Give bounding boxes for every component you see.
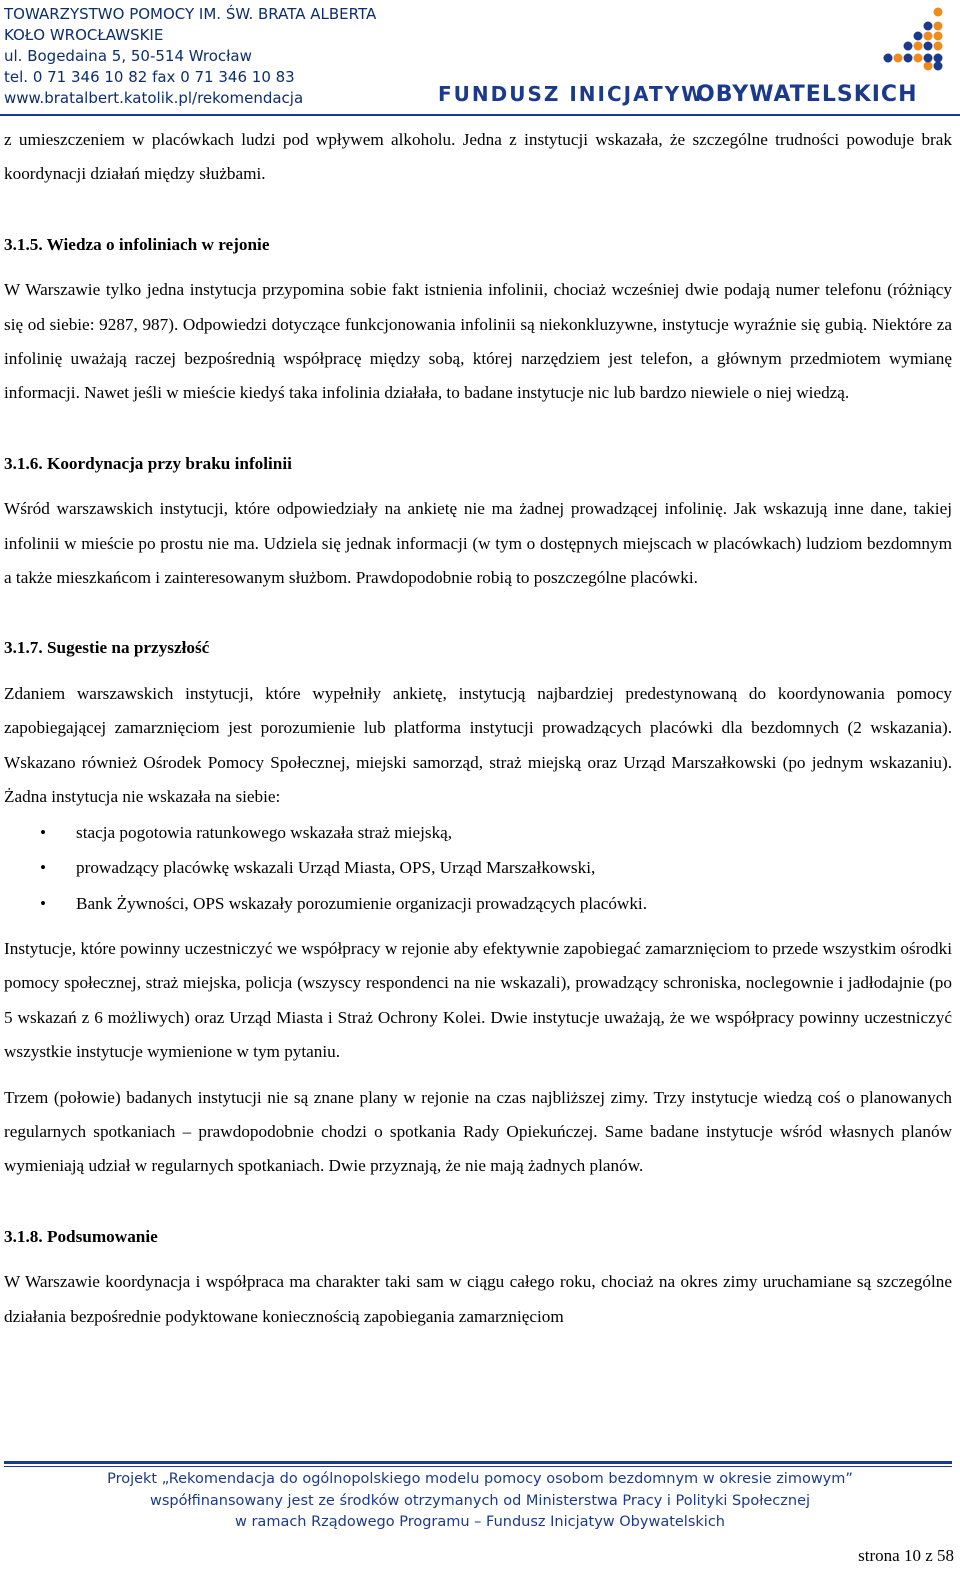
page-number: strona 10 z 58 (858, 1546, 954, 1565)
intro-paragraph: z umieszczeniem w placówkach ludzi pod wpływem alkoholu. Jedna z instytucji wskazała, że szczególne trudności powoduje brak koordynacji działań między służbami. (4, 130, 952, 184)
org-address: ul. Bogedaina 5, 50-514 Wrocław (4, 47, 252, 65)
list-item: • prowadzący placówkę wskazali Urząd Miasta, OPS, Urząd Marszałkowski, (4, 850, 952, 886)
header-divider (0, 114, 960, 116)
footer-divider-thin (4, 1466, 952, 1467)
section-heading-318: 3.1.8. Podsumowanie (4, 1226, 158, 1246)
fio-logo-text (438, 80, 948, 106)
page-footer (0, 1469, 960, 1534)
logo-text-part2: OBYWATELSKICH (696, 82, 918, 106)
list-item: • stacja pogotowia ratunkowego wskazała straż miejską, (4, 815, 952, 851)
section-316-paragraph: Wśród warszawskich instytucji, które odpowiedziały na ankietę nie ma żadnej prowadzącej infolinię. Jak wskazują inne dane, takiej infolinii w mieście po prostu nie ma. Udziela się jednak informacji (w tym o dostępnych miejscach w placówkach) ludziom bezdomnym a także mieszkańcom i zainteresowanym służbom. Prawdopodobnie robią to poszczególne placówki. (4, 499, 952, 588)
bullet-icon: • (40, 858, 47, 877)
bullet-icon: • (40, 822, 47, 842)
section-heading-315: 3.1.5. Wiedza o infoliniach w rejonie (4, 234, 270, 254)
section-317-bullet-list (4, 815, 952, 922)
footer-divider (4, 1461, 952, 1464)
section-318-paragraph: W Warszawie koordynacja i współpraca ma charakter taki sam w ciągu całego roku, chociaż na okres zimy uruchamiane są szczególne działania bezpośrednie podyktowane koniecznością zapobiegania zamarznięciom (4, 1272, 952, 1326)
section-317-paragraph-1: Zdaniem warszawskich instytucji, które wypełniły ankietę, instytucją najbardziej predestynowaną do koordynowania pomocy zapobiegającej zamarznięciom jest porozumienie lub platforma instytucji prowadzących placówki dla bezdomnych (2 wskazania). Wskazano również Ośrodek Pomocy Społecznej, miejski samorząd, straż miejską oraz Urząd Marszałkowski (po jednym wskazaniu). Żadna instytucja nie wskazała na siebie: (4, 683, 952, 807)
bullet-icon: • (40, 893, 47, 913)
fio-logo-dots-icon (880, 2, 950, 74)
logo-text-part1: FUNDUSZ INICJATYW (438, 82, 706, 106)
org-name: TOWARZYSTWO POMOCY IM. ŚW. BRATA ALBERTA (4, 5, 377, 23)
section-heading-316: 3.1.6. Koordynacja przy braku infolinii (4, 453, 292, 473)
organization-info (4, 4, 376, 109)
footer-program-line: w ramach Rządowego Programu – Fundusz Inicjatyw Obywatelskich (235, 1514, 725, 1530)
section-315-paragraph: W Warszawie tylko jedna instytucja przypomina sobie fakt istnienia infolinii, chociaż wcześniej dwie podają numer telefonu (różniący się od siebie: 9287, 987). Odpowiedzi dotyczące funkcjonowania infolinii są niekonkluzywne, instytucje wyraźnie się gubią. Niektóre za infolinię uważają raczej bezpośrednią współpracę między sobą, której narzędziem jest telefon, a głównym przedmiotem wymianę informacji. Nawet jeśli w mieście kiedyś taka infolinia działała, to badane instytucje nic lub bardzo niewiele o niej wiedzą. (4, 280, 952, 403)
org-website: www.bratalbert.katolik.pl/rekomendacja (4, 89, 304, 107)
footer-funding-line: współfinansowany jest ze środków otrzymanych od Ministerstwa Pracy i Polityki Społecznej (149, 1492, 811, 1509)
section-317-paragraph-2: Instytucje, które powinny uczestniczyć we współpracy w rejonie aby efektywnie zapobiegać zamarznięciom to przede wszystkim ośrodki pomocy społecznej, straż miejska, policja (wszyscy respondenci na nie wskazali), prowadzący schroniska, noclegownie i jadłodajnie (po 5 wskazań z 6 możliwych) oraz Urząd Miasta i Straż Ochrony Kolei. Dwie instytucje uważają, że we współpracy powinny uczestniczyć wszystkie instytucje wymienione w tym pytaniu. (4, 939, 952, 1062)
section-317-paragraph-3: Trzem (połowie) badanych instytucji nie są znane plany w rejonie na czas najbliższej zimy. Trzy instytucje wiedzą coś o planowanych regularnych spotkaniach – prawdopodobnie chodzi o spotkania Rady Opiekuńczej. Same badane instytucje wśród własnych planów wymieniają udział w regularnych spotkaniach. Dwie przyznają, że nie mają żadnych planów. (4, 1087, 952, 1176)
list-item: • Bank Żywności, OPS wskazały porozumienie organizacji prowadzących placówki. (4, 886, 952, 922)
footer-project-line: Projekt „Rekomendacja do ogólnopolskiego modelu pomocy osobom bezdomnym w okresie zimowym” (107, 1471, 853, 1487)
org-branch: KOŁO WROCŁAWSKIE (4, 26, 164, 44)
section-heading-317: 3.1.7. Sugestie na przyszłość (4, 638, 210, 658)
org-phone: tel. 0 71 346 10 82 fax 0 71 346 10 83 (4, 68, 295, 86)
page-header (0, 0, 960, 110)
document-body (4, 123, 952, 1334)
